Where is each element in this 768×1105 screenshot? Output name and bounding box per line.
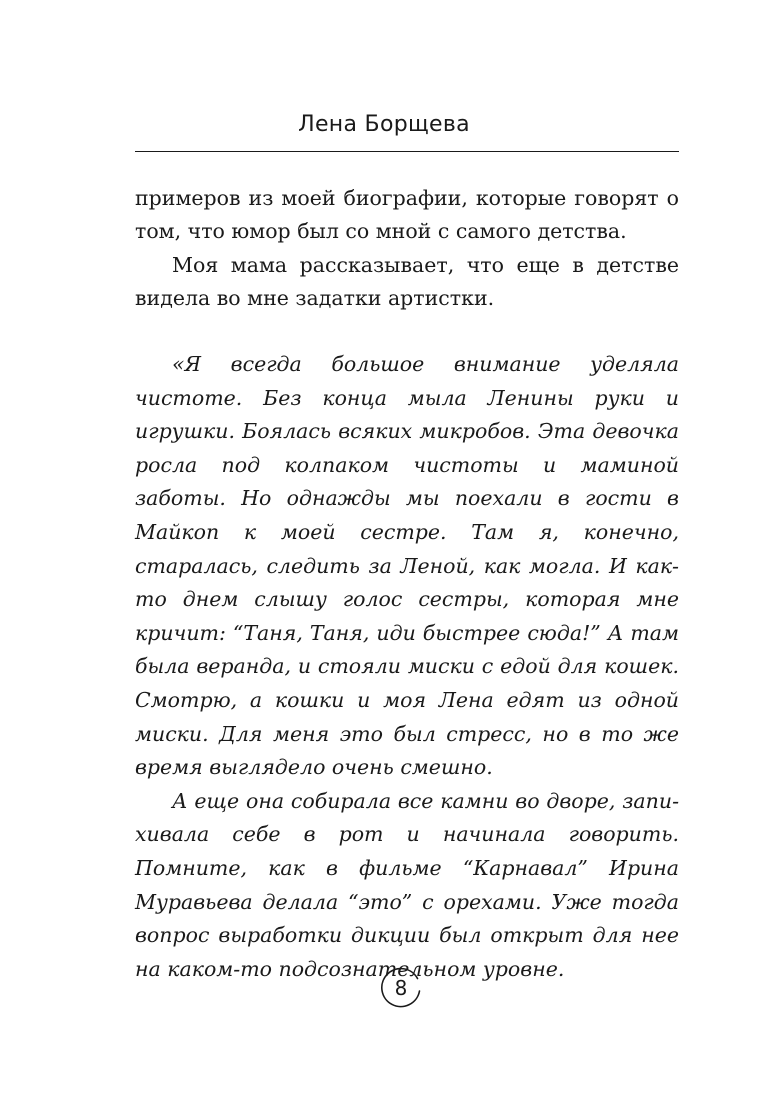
- main-text: [135, 182, 679, 316]
- paragraph-continued: примеров из моей биографии, которые говорят о том, что юмор был со мной с самого детства.: [135, 186, 679, 244]
- page-number: 8: [394, 976, 408, 1000]
- page-number-badge: [379, 966, 423, 1010]
- header-divider: [135, 151, 679, 152]
- quote-paragraph-1: «Я всегда большое внимание уделяла чистоте. Без конца мыла Ленины руки и игрушки. Боялась всяких микробов. Эта девочка росла под колпаком чистоты и маминой заботы. Но однажды мы поехали в гости в Майкоп к моей сестре. Там я, конечно, старалась, следить за Леной, как могла. И как-то днем слышу голос сестры, которая мне кричит: “Таня, Таня, иди быстрее сюда!” А там была веранда, и стояли миски с едой для кошек. Смотрю, а кошки и моя Лена едят из одной миски. Для меня это был стресс, но в то же время выглядело очень смешно.: [135, 352, 679, 780]
- paragraph-intro: Моя мама рассказывает, что еще в детстве видела во мне задатки артистки.: [135, 252, 679, 311]
- quoted-passage: [135, 348, 679, 986]
- quote-paragraph-2: А еще она собирала все камни во дворе, запихивала себе в рот и начинала говорить. Помните, как в фильме “Карнавал” Ирина Муравьева делала “это” с орехами. Уже тогда вопрос выработки дикции был открыт для нее на каком-то подсознательном уровне.: [135, 788, 679, 981]
- running-header-author: Лена Борщева: [298, 112, 470, 137]
